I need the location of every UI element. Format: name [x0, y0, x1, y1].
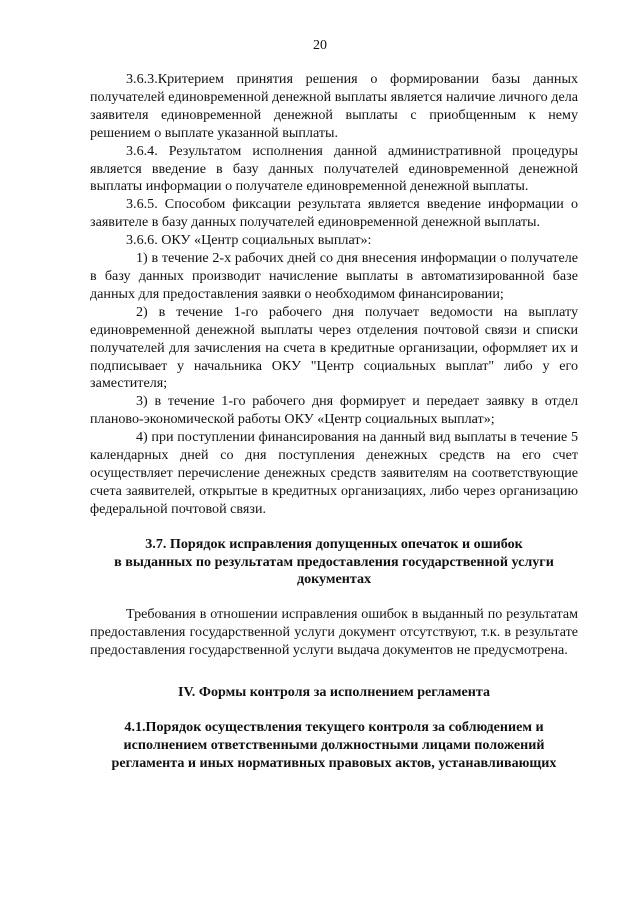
heading-line: регламента и иных нормативных правовых актов, устанавливающих	[111, 754, 557, 771]
list-item: 1) в течение 2-х рабочих дней со дня внесения информации о получателе в базу данных производит начисление выплаты в автоматизированной базе данных для предоставления заявки о необходимом финансировании;	[90, 250, 578, 302]
paragraph-3-7: Требования в отношении исправления ошибок в выданный по результатам предоставления государственной услуги документ отсутствуют, т.к. в результате предоставления государственной услуги выдача документов не предусмотрена.	[90, 606, 578, 659]
heading-line: в выданных по результатам предоставления государственной услуги	[114, 553, 554, 570]
paragraph-3-6-3: 3.6.3.Критерием принятия решения о формировании базы данных получателей единовременной денежной выплаты является наличие личного дела заявителя единовременной денежной выплаты с приобщенным к нему решением о выплате указанной выплаты.	[90, 71, 578, 141]
list-item: 2) в течение 1-го рабочего дня получает ведомости на выплату единовременной денежной выплаты через отделения почтовой связи и списки получателей для зачисления на счета в кредитные организации, оформляет их и подписывает у начальника ОКУ "Центр социальных выплат" либо у его заместителя;	[90, 303, 578, 392]
document-body	[90, 71, 578, 773]
paragraph-3-6-5: 3.6.5. Способом фиксации результата является введение информации о заявителе в базу данных получателей единовременной денежной выплаты.	[90, 196, 578, 231]
page-number: 20	[313, 38, 327, 53]
section-heading-4-1	[90, 719, 578, 773]
list-item: 4) при поступлении финансирования на данный вид выплаты в течение 5 календарных дней со дня поступления денежных средств на его счет осуществляет перечисление денежных средств заявителям на соответствующие счета заявителей, открытые в кредитных организациях, либо через организацию федеральной почтовой связи.	[90, 429, 578, 517]
list-item: 3) в течение 1-го рабочего дня формирует и передает заявку в отдел планово-экономической работы ОКУ «Центр социальных выплат»;	[90, 393, 578, 428]
heading-line: 3.7. Порядок исправления допущенных опечаток и ошибок	[145, 535, 523, 552]
section-heading-iv: IV. Формы контроля за исполнением регламента	[177, 684, 491, 701]
paragraph-3-6-6: 3.6.6. ОКУ «Центр социальных выплат»:	[126, 232, 372, 249]
paragraph-3-6-4: 3.6.4. Результатом исполнения данной административной процедуры является введение в базу данных получателей единовременной денежной выплаты информации о получателе единовременной денежной выплаты.	[90, 142, 578, 195]
section-heading-3-7	[90, 536, 578, 590]
heading-line: документах	[296, 571, 372, 588]
heading-line: 4.1.Порядок осуществления текущего контроля за соблюдением и	[124, 719, 544, 735]
heading-line: исполнением ответственными должностными лицами положений	[123, 736, 545, 753]
